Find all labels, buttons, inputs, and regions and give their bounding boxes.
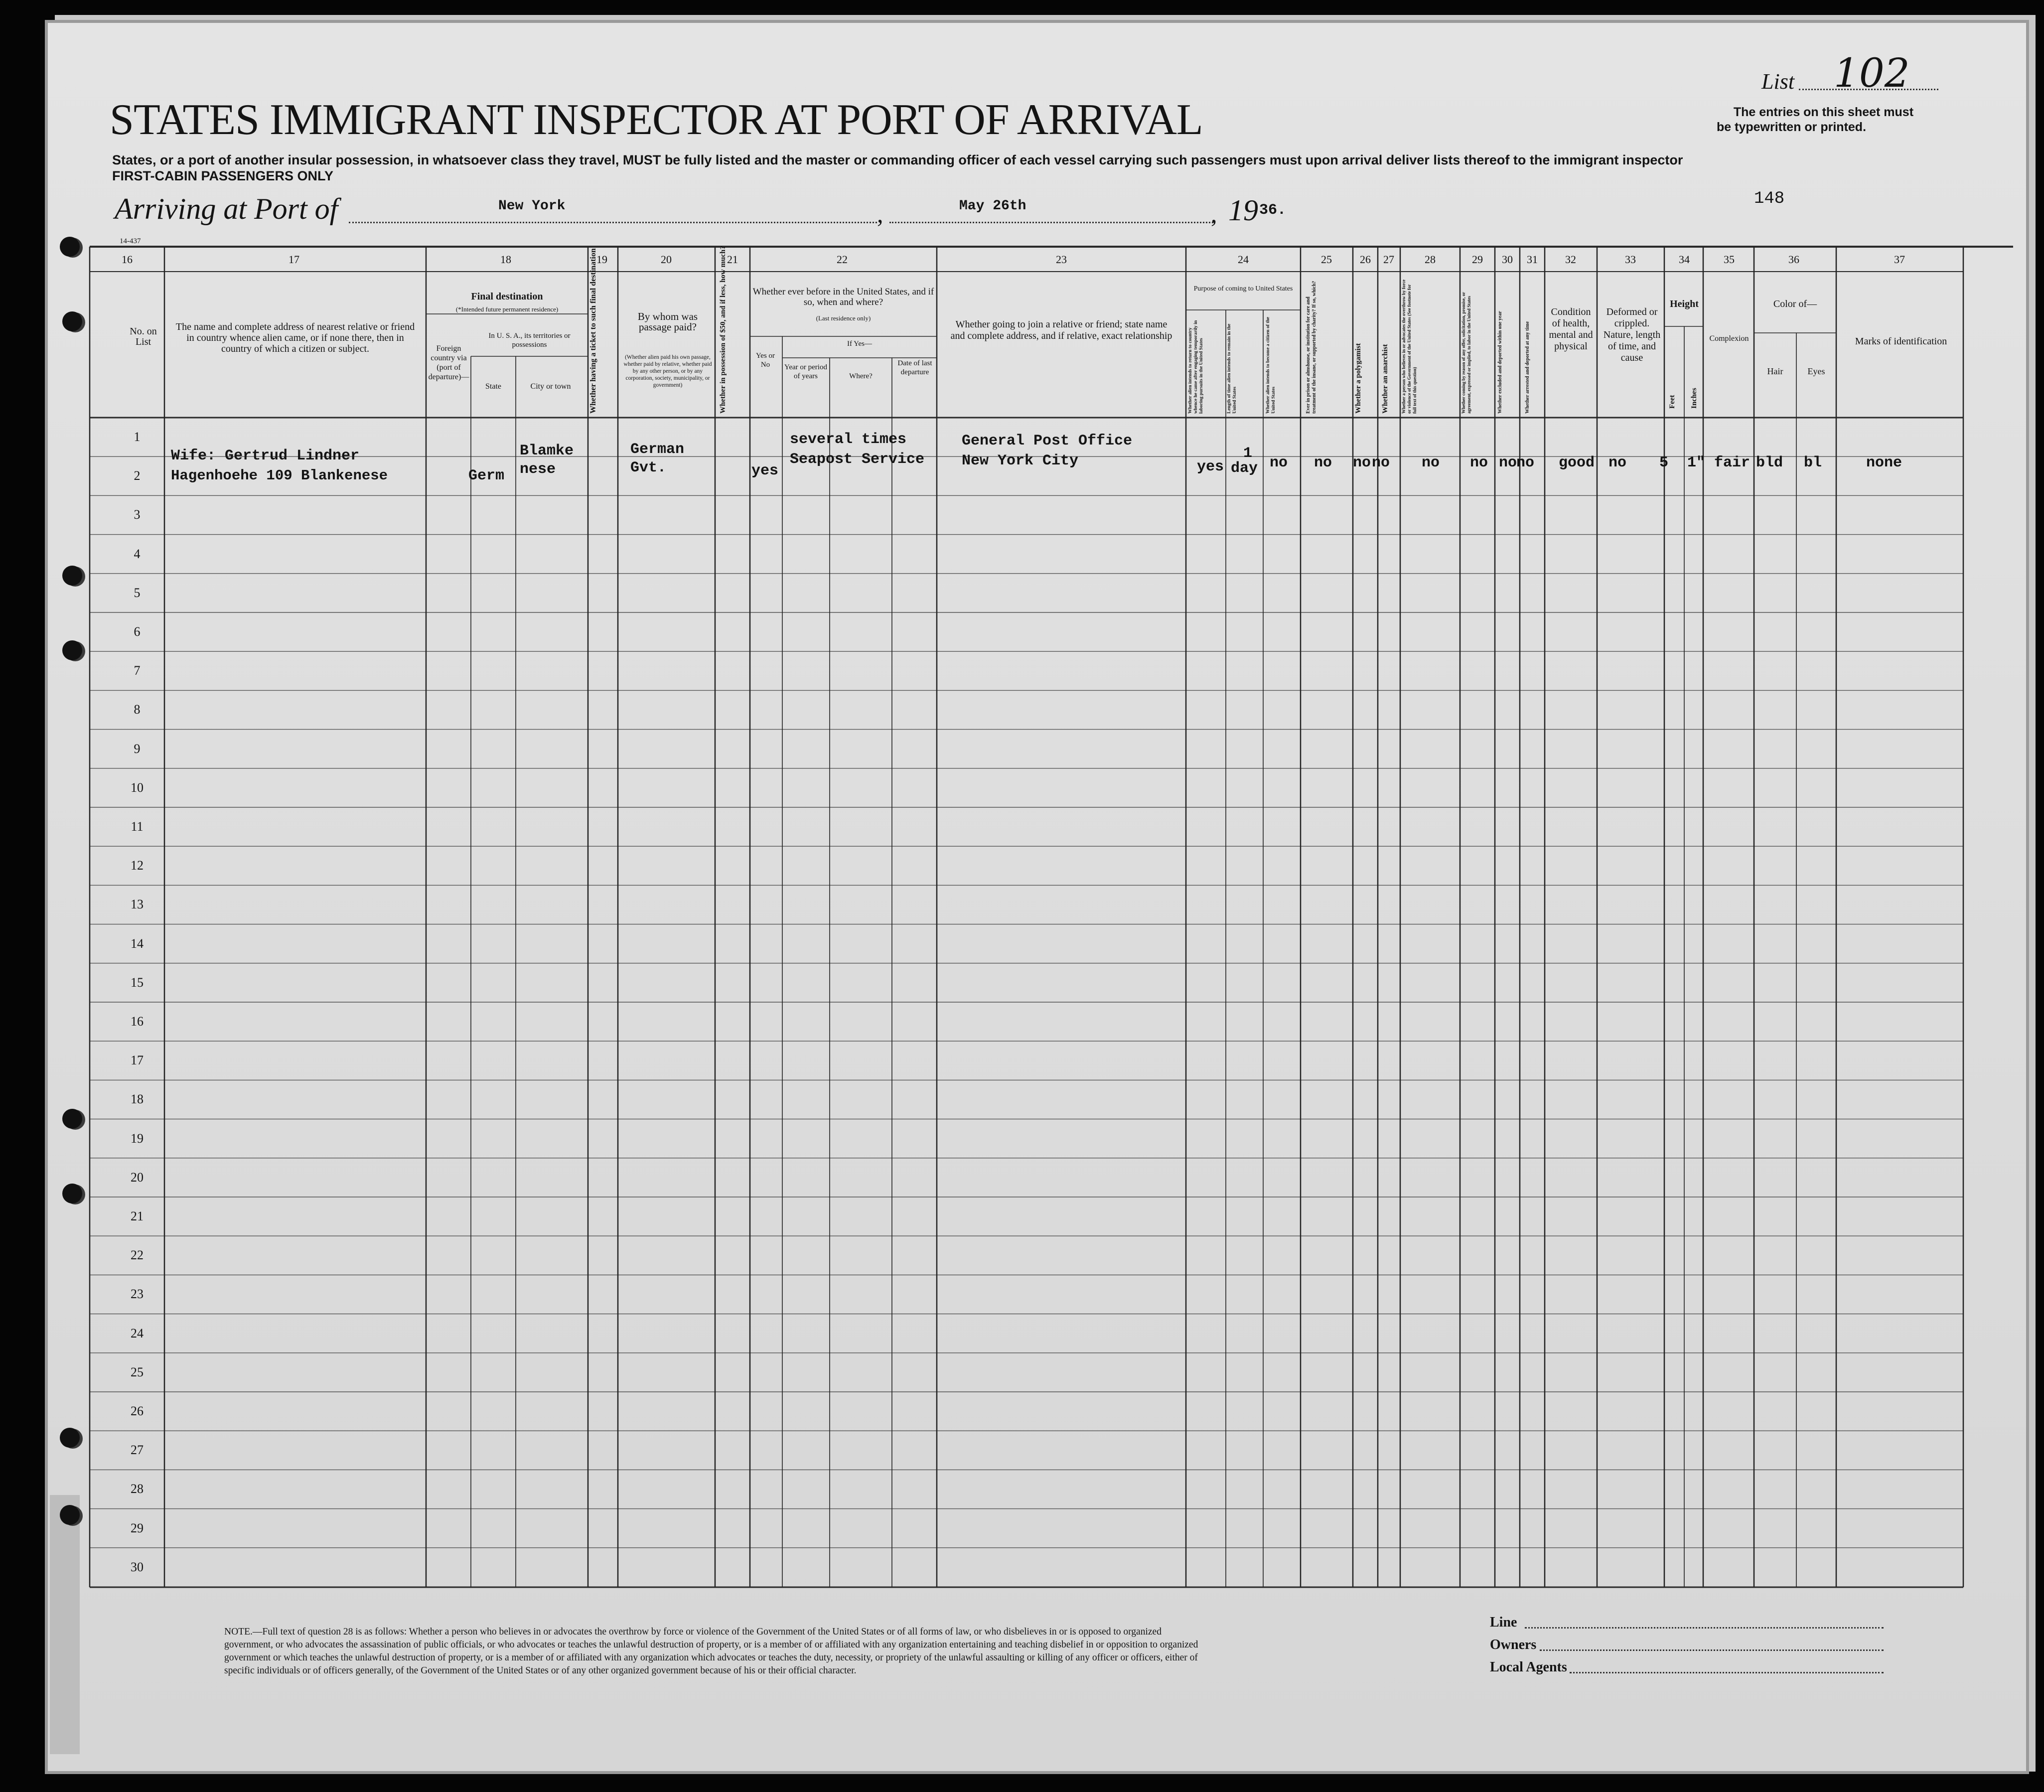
column-number: 23 <box>1056 253 1067 266</box>
header-passage-paid-note: (Whether alien paid his own passage, whether paid by relative, whether paid by any other person, or by any corporation, society, municipality, or government) <box>623 354 712 388</box>
header-purpose-return: Whether alien intends to return to country whence he came after engaging temporarily in laboring pursuits in the United States <box>1188 320 1204 414</box>
header-city: City or town <box>530 382 571 391</box>
line-label: Line <box>1490 1615 1517 1630</box>
entries-note-line-2: be typewritten or printed. <box>1717 120 1867 134</box>
relative-line-2: Hagenhoehe 109 Blankenese <box>171 467 388 484</box>
row-number: 19 <box>131 1131 144 1146</box>
date-value: May 26th <box>959 198 1026 214</box>
join-line-2: New York City <box>962 452 1079 469</box>
hair-value: bld <box>1756 454 1783 471</box>
row-number: 4 <box>134 546 141 561</box>
deformed-value: no <box>1608 454 1627 471</box>
column-number: 20 <box>661 253 672 266</box>
header-last-departure: Date of last departure <box>897 359 932 376</box>
year-prefix: 19 <box>1228 194 1258 227</box>
city-line-2: nese <box>520 461 556 478</box>
offer-value: no <box>1470 454 1488 471</box>
local-agents-label: Local Agents <box>1490 1659 1567 1675</box>
header-hair: Hair <box>1767 366 1783 376</box>
feet-value: 5 <box>1659 454 1669 471</box>
header-year-period: Year or period of years <box>784 363 827 380</box>
citizen-value: no <box>1270 454 1288 471</box>
row-number: 5 <box>134 585 141 600</box>
inches-value: 1" <box>1687 454 1706 471</box>
header-purpose: Purpose of coming to United States <box>1193 285 1293 293</box>
row-number: 2 <box>134 468 141 483</box>
before-where: Seapost Service <box>790 451 925 468</box>
anarchist-value: no <box>1372 454 1390 471</box>
row-number: 25 <box>131 1364 144 1379</box>
column-number: 29 <box>1472 253 1483 266</box>
row-number: 20 <box>131 1170 144 1185</box>
page-number: 148 <box>1754 189 1785 208</box>
row-number: 17 <box>131 1053 144 1068</box>
prison-value: no <box>1314 454 1332 471</box>
row-number: 7 <box>134 663 141 678</box>
header-relative: The name and complete address of nearest relative or friend in country whence alien came, or if none there, then in country of which a citizen or subject. <box>175 321 415 354</box>
header-before-in-us: Whether ever before in the United States, and if so, when and where? <box>752 287 934 307</box>
city-line-1: Blamke <box>520 443 574 459</box>
header-offer: Whether coming by reason of any offer, solicitation, promise, or agreement, expressed or implied, to labor in the United States <box>1461 292 1471 414</box>
footnote: NOTE.—Full text of question 28 is as follows: Whether a person who believes in or advocates the overthrow by force or violence of the Government of the United States or of all forms of law, or who disbelieves in or is opposed to organized government, or who advocates the assassination of public officials, or who advocates or teaches the unlawful destruction of property, or is a member of or affiliated with any organization entertaining and teaching disbelief in or opposition to organized government or which teaches the unlawful destruction of property, or is a member of or affiliated with any organization which advocates or teaches the duty, necessity, or propriety of the unlawful assaulting or killing of any officer or officers, either of specific individuals or of officers generally, of the Government of the United States or of any other organized government because of his or their official character. <box>224 1627 1198 1676</box>
local-agents-underline <box>1570 1672 1884 1673</box>
length-line-2: day <box>1231 460 1258 477</box>
column-number: 34 <box>1679 253 1690 266</box>
health-value: good <box>1559 454 1595 471</box>
header-deformed: Deformed or crippled. Nature, length of time, and cause <box>1603 306 1661 363</box>
header-color-of: Color of— <box>1773 299 1817 309</box>
purpose-return: yes <box>1197 458 1224 475</box>
row-number: 23 <box>131 1287 144 1302</box>
column-number: 18 <box>500 253 511 266</box>
header-arrested: Whether arrested and deported at any time <box>1525 321 1530 414</box>
header-prison: Ever in prison or almshouse, or institution for care and treatment of the insane, or supported by charity? If so, which? <box>1306 281 1317 414</box>
header-in-usa: In U. S. A., its territories or possessions <box>488 332 571 349</box>
column-number: 17 <box>289 253 299 266</box>
header-foreign-country: Foreign country via (port of departure)— <box>428 344 469 381</box>
marks-value: none <box>1866 454 1902 471</box>
header-ticket: Whether having a ticket to such final destination <box>589 248 597 414</box>
header-complexion: Complexion <box>1709 334 1749 343</box>
column-number: 33 <box>1625 253 1636 266</box>
column-number: 25 <box>1321 253 1332 266</box>
before-years: several times <box>790 431 907 448</box>
column-number: 24 <box>1238 253 1249 266</box>
entries-note-line-1: The entries on this sheet must <box>1733 105 1914 119</box>
header-if-yes: If Yes— <box>847 340 872 348</box>
arrested-value: no <box>1516 454 1535 471</box>
row-number: 10 <box>131 780 144 795</box>
excluded-value: no <box>1499 454 1517 471</box>
row-number: 9 <box>134 741 141 756</box>
row-number: 30 <box>131 1559 144 1574</box>
eyes-value: bl <box>1804 454 1822 471</box>
header-inches: Inches <box>1690 388 1698 409</box>
comma-mark: , <box>877 200 883 228</box>
column-number: 22 <box>837 253 848 266</box>
column-number: 30 <box>1502 253 1513 266</box>
row-number: 28 <box>131 1482 144 1496</box>
header-overthrow: Whether a person who believes in or advocates the overthrow by force or violence of the Government of the United States (See footnote for full text of this question) <box>1401 279 1417 414</box>
row-number: 21 <box>131 1209 144 1223</box>
row-number: 11 <box>131 819 144 834</box>
column-number: 19 <box>596 253 607 266</box>
column-number: 21 <box>727 253 738 266</box>
column-number: 16 <box>122 253 133 266</box>
row-number: 13 <box>131 897 144 912</box>
row-number: 6 <box>134 624 141 639</box>
header-polygamist: Whether a polygamist <box>1354 343 1362 414</box>
form-code: 14-437 <box>120 237 141 245</box>
country-value: Germ <box>468 467 505 484</box>
header-no-on-list: No. on List <box>130 326 157 347</box>
list-number: 102 <box>1834 50 1910 96</box>
column-number: 26 <box>1360 253 1371 266</box>
join-line-1: General Post Office <box>962 433 1133 449</box>
line-underline <box>1525 1627 1884 1629</box>
header-yes-no: Yes or No <box>755 352 775 369</box>
page-title: STATES IMMIGRANT INSPECTOR AT PORT OF ARRIVAL <box>110 96 1203 144</box>
column-number: 31 <box>1527 253 1538 266</box>
before-yes: yes <box>751 462 779 479</box>
header-state: State <box>485 382 501 391</box>
arriving-label: Arriving at Port of <box>115 192 338 225</box>
row-number: 22 <box>131 1248 144 1263</box>
relative-line-1: Wife: Gertrud Lindner <box>171 448 360 464</box>
header-feet: Feet <box>1668 395 1676 409</box>
row-number: 15 <box>131 975 144 990</box>
row-number: 16 <box>131 1014 144 1029</box>
length-line-1: 1 <box>1243 445 1253 462</box>
header-height: Height <box>1670 299 1699 309</box>
paid-line-1: German <box>630 441 685 458</box>
list-label: List <box>1761 69 1795 94</box>
column-number: 32 <box>1565 253 1576 266</box>
polygamist-value: no <box>1353 454 1371 471</box>
owners-underline <box>1540 1649 1884 1651</box>
header-passage-paid: By whom was passage paid? <box>637 310 698 333</box>
row-number: 14 <box>131 936 144 951</box>
header-purpose-citizen: Whether alien intends to become a citizen of the United States <box>1266 316 1276 414</box>
header-purpose-length: Length of time alien intends to remain in the United States <box>1227 323 1237 414</box>
page-subtitle: States, or a port of another insular possession, in whatsoever class they travel, MUST be fully listed and the master or commanding officer of each vessel carrying such passengers must upon arrival deliver lists thereof to the immigrant inspector <box>112 152 1683 167</box>
header-eyes: Eyes <box>1807 366 1825 376</box>
row-number: 1 <box>134 430 141 444</box>
column-number: 37 <box>1894 253 1905 266</box>
comma-mark: , <box>1211 200 1217 228</box>
row-number: 3 <box>134 507 141 522</box>
header-final-destination-note: (*Intended future permanent residence) <box>455 305 559 313</box>
column-number: 28 <box>1425 253 1436 266</box>
header-marks: Marks of identification <box>1855 336 1947 347</box>
header-fifty-dollars: Whether in possession of $50, and if less, how much? <box>719 246 727 414</box>
row-number: 24 <box>131 1326 144 1341</box>
header-health: Condition of health, mental and physical <box>1549 306 1593 352</box>
header-final-destination: Final destination <box>471 291 543 302</box>
row-number: 29 <box>131 1520 144 1535</box>
complexion-value: fair <box>1714 454 1751 471</box>
paid-line-2: Gvt. <box>630 459 667 476</box>
port-value: New York <box>498 198 566 214</box>
owners-label: Owners <box>1490 1637 1537 1652</box>
overthrow-value: no <box>1422 454 1440 471</box>
column-number: 27 <box>1383 253 1394 266</box>
cabin-class: FIRST-CABIN PASSENGERS ONLY <box>112 168 334 183</box>
row-number: 12 <box>131 858 144 873</box>
row-number: 27 <box>131 1443 144 1458</box>
column-number: 35 <box>1724 253 1735 266</box>
header-excluded: Whether excluded and deported within one year <box>1497 311 1503 414</box>
header-before-note: (Last residence only) <box>816 314 871 322</box>
year-suffix: 36. <box>1259 202 1287 219</box>
column-number: 36 <box>1788 253 1799 266</box>
row-number: 26 <box>131 1404 144 1418</box>
row-number: 8 <box>134 702 141 717</box>
header-where: Where? <box>849 372 873 380</box>
header-anarchist: Whether an anarchist <box>1381 344 1389 414</box>
row-number: 18 <box>131 1092 144 1107</box>
header-join-relative: Whether going to join a relative or friend; state name and complete address, and if relative, exact relationship <box>950 319 1172 341</box>
